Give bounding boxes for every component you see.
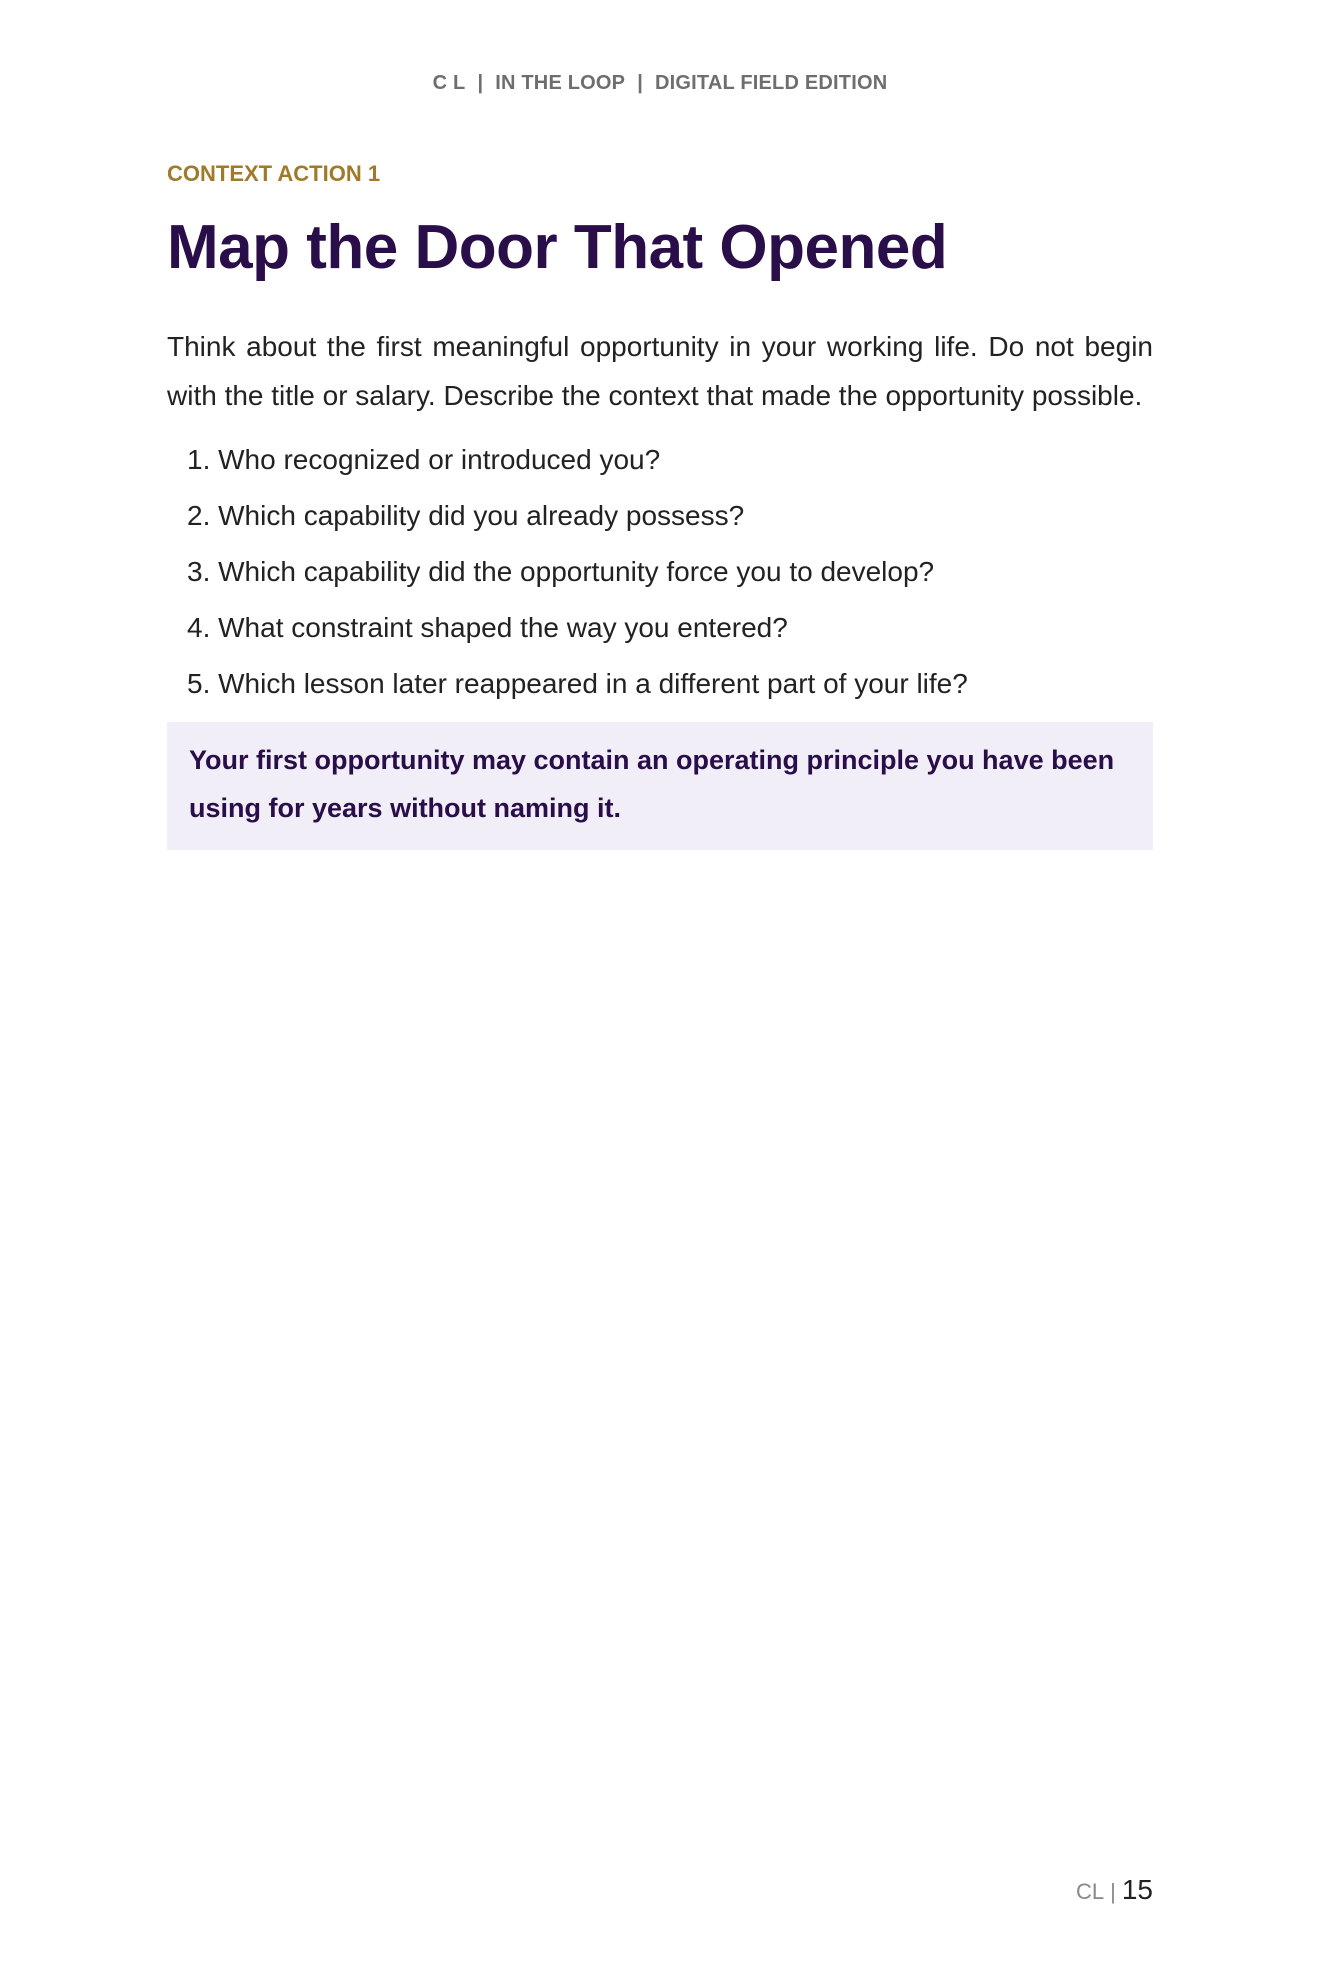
page-title: Map the Door That Opened (167, 213, 948, 282)
header-series-title: IN THE LOOP (495, 72, 626, 94)
main-content (167, 158, 1153, 850)
section-eyebrow: CONTEXT ACTION 1 (167, 161, 381, 186)
question-list (167, 442, 1153, 702)
list-item: 4. What constraint shaped the way you entered? (187, 612, 788, 643)
intro-paragraph: Think about the first meaningful opportunity in your working life. Do not begin with the title or salary. Describe the context that made the opportunity possible. (167, 331, 1153, 411)
footer-separator: | (1110, 1879, 1116, 1904)
header-separator: | (477, 72, 484, 94)
footer-label: CL (1076, 1879, 1105, 1904)
page-number: 15 (1121, 1874, 1153, 1905)
list-item: 2. Which capability did you already possess? (187, 500, 745, 531)
header-initials: C L (432, 72, 466, 94)
list-item: 1. Who recognized or introduced you? (187, 444, 661, 475)
callout-box: Your first opportunity may contain an operating principle you have been using for years without naming it. (167, 722, 1153, 850)
header-separator: | (637, 72, 644, 94)
page-footer (1076, 1872, 1153, 1910)
list-item: 5. Which lesson later reappeared in a different part of your life? (187, 668, 968, 699)
list-item: 3. Which capability did the opportunity force you to develop? (187, 556, 935, 587)
header-edition: DIGITAL FIELD EDITION (655, 72, 888, 94)
running-header (0, 72, 1320, 95)
